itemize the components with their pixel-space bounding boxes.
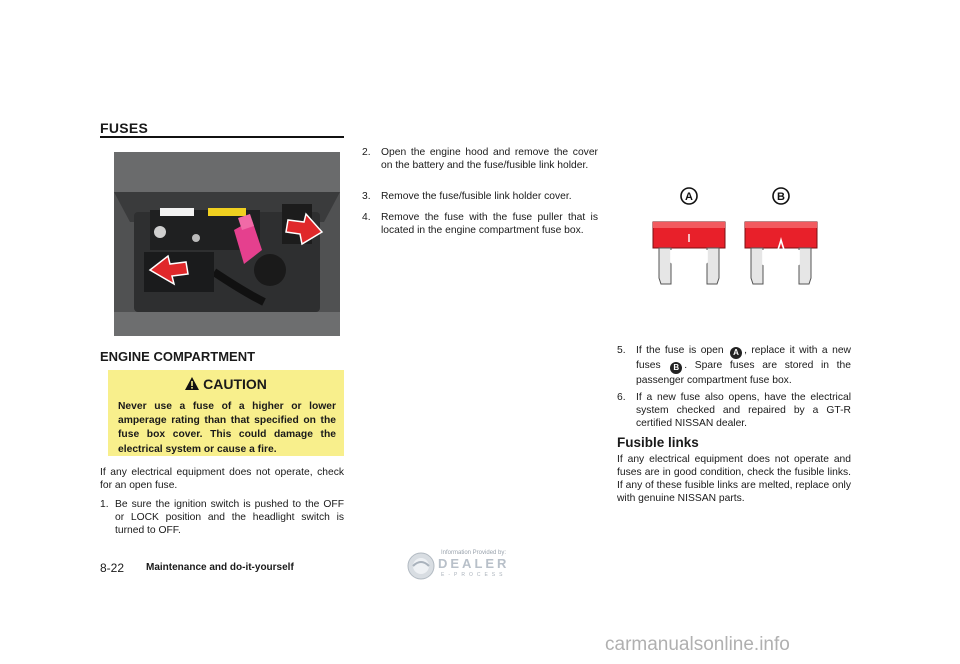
fusible-links-heading: Fusible links xyxy=(617,435,699,450)
step5-part3: . Spare fuses are stored in the passenger compartment fuse box. xyxy=(636,360,851,386)
step5-part1: If the fuse is open xyxy=(636,345,724,356)
step-5 xyxy=(617,344,851,384)
provider-name: DEALER xyxy=(438,556,510,571)
site-watermark: carmanualsonline.info xyxy=(605,634,790,655)
marker-a: A xyxy=(730,347,742,359)
step-3 xyxy=(362,190,598,204)
step-text xyxy=(636,344,851,387)
chapter-title: Maintenance and do-it-yourself xyxy=(146,562,294,573)
step5-part2: , replace it with a new fuses xyxy=(636,345,851,371)
good-fuse xyxy=(745,222,817,284)
step-text: Be sure the ignition switch is pushed to the OFF or LOCK position and the headlight switch is turned to OFF. xyxy=(115,499,344,536)
step-number: 4. xyxy=(362,212,371,223)
step-1 xyxy=(100,498,344,538)
step-number: 6. xyxy=(617,392,626,403)
fuse-label-a: A xyxy=(685,191,693,203)
provider-caption: Information Provided by: xyxy=(441,550,507,556)
step-text: Remove the fuse with the fuse puller that is located in the engine compartment fuse box. xyxy=(381,212,598,236)
step-4 xyxy=(362,211,598,239)
section-rule xyxy=(100,136,344,138)
intro-paragraph: If any electrical equipment does not operate, check for an open fuse. xyxy=(100,467,344,491)
step-2 xyxy=(362,146,598,186)
step-text: Open the engine hood and remove the cover on the battery and the fuse/fusible link holder. xyxy=(381,147,598,171)
step-number: 5. xyxy=(617,345,626,356)
engine-compartment-photo xyxy=(114,152,340,336)
caution-text: Never use a fuse of a higher or lower amperage rating than that specified on the fuse box cover. This could damage the electrical system or cause a fire. xyxy=(118,401,336,455)
fuse-label-b: B xyxy=(777,191,785,203)
fuse-diagram xyxy=(640,186,830,290)
caution-label: CAUTION xyxy=(203,376,267,392)
dealer-logo-icon xyxy=(407,552,435,580)
step-number: 1. xyxy=(100,499,109,510)
step-text: If a new fuse also opens, have the electrical system checked and repaired by a GT-R certified NISSAN dealer. xyxy=(636,392,851,429)
step-number: 2. xyxy=(362,147,371,158)
provider-sub: E-PROCESS xyxy=(441,572,507,578)
marker-b: B xyxy=(670,362,682,374)
fusible-links-paragraph: If any electrical equipment does not operate and fuses are in good condition, check the fusible links. If any of these fusible links are melted, replace only with genuine NISSAN parts. xyxy=(617,454,851,504)
blown-fuse xyxy=(653,222,725,284)
caution-box xyxy=(108,370,344,456)
step-number: 3. xyxy=(362,191,371,202)
caution-title xyxy=(108,376,344,392)
step-6 xyxy=(617,391,851,431)
page-number: 8-22 xyxy=(100,561,125,575)
warning-icon xyxy=(185,377,199,390)
step-text: Remove the fuse/fusible link holder cover. xyxy=(381,191,572,202)
engine-compartment-heading: ENGINE COMPARTMENT xyxy=(100,349,256,364)
section-title: FUSES xyxy=(100,120,149,136)
